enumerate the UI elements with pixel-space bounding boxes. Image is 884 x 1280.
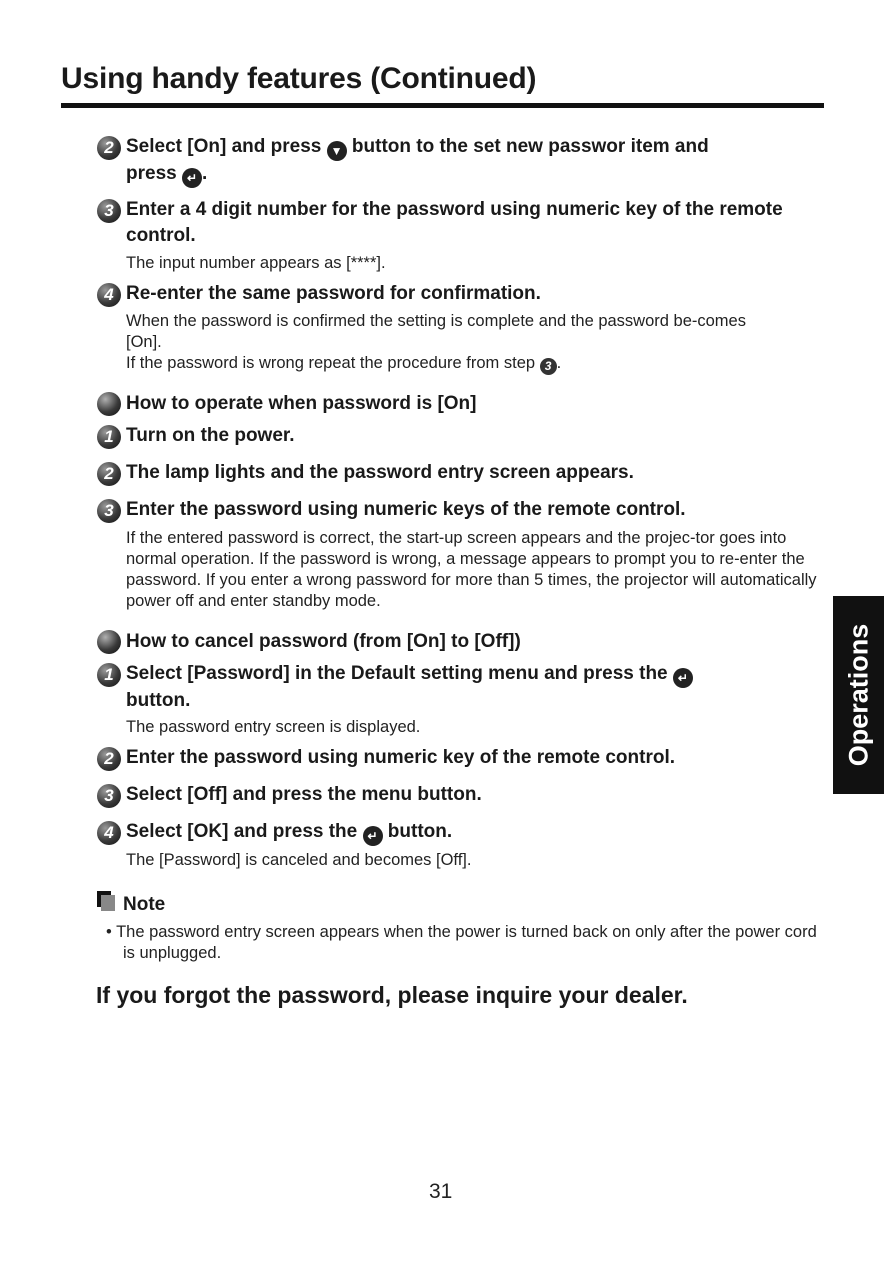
step-heading [126,661,806,714]
step-text: press [126,163,177,184]
enter-icon: ↵ [363,826,383,846]
step-number-icon: 3 [97,199,121,223]
step-heading: Enter a 4 digit number for the password using numeric key of the remote control. [126,199,783,246]
page-number: 31 [429,1180,453,1203]
title-rule [61,103,824,108]
section-bullet-icon [97,630,121,654]
note-label: Note [123,894,166,915]
section-heading: How to cancel password (from [On] to [Off]) [126,631,521,652]
note-text: • The password entry screen appears when the power is turned back on only after the power cord is unplugged. [106,923,817,962]
step-description [126,353,826,375]
desc-text: . [556,354,562,372]
closing-statement: If you forgot the password, please inquire your dealer. [96,982,688,1008]
side-tab-label: Operations [843,623,873,767]
step-description: The [Password] is canceled and becomes [Off]. [126,851,472,869]
step-heading: Enter the password using numeric keys of the remote control. [126,499,686,520]
step-number-icon: 4 [97,283,121,307]
step-number-icon: 2 [97,136,121,160]
step-text: button. [387,821,453,842]
step-description: If the entered password is correct, the start-up screen appears and the projec-tor goes into normal operation. If the password is wrong, a message appears to prompt you to re-enter the password. If you enter a wrong password for more than 5 times, the projector will automatically power off and enter standby mode. [126,529,817,610]
step-number-icon: 3 [97,499,121,523]
step-text: . [201,163,208,184]
step-description: The password entry screen is displayed. [126,718,421,736]
step-heading [126,819,806,846]
side-tab [833,596,884,794]
down-arrow-icon: ▼ [327,141,347,161]
step-description: When the password is confirmed the setting is complete and the password be-comes [On]. [126,312,746,351]
page-title: Using handy features (Continued) [61,62,537,95]
step-number-icon: 1 [97,663,121,687]
section-heading: How to operate when password is [On] [126,393,477,414]
note-icon [97,891,115,911]
step-text: Select [On] and press [126,136,322,157]
step-ref-icon: 3 [540,358,557,375]
step-heading [126,134,806,188]
step-text: Select [OK] and press the [126,821,358,842]
step-heading: Turn on the power. [126,425,295,446]
step-text: button to the set new passwor item and [351,136,709,157]
step-heading: Select [Off] and press the menu button. [126,784,482,805]
section-bullet-icon [97,392,121,416]
desc-text: If the password is wrong repeat the procedure from step [126,354,536,372]
step-number-icon: 2 [97,747,121,771]
step-number-icon: 2 [97,462,121,486]
step-number-icon: 1 [97,425,121,449]
step-heading: The lamp lights and the password entry screen appears. [126,462,634,483]
step-number-icon: 3 [97,784,121,808]
step-text: Select [Password] in the Default setting menu and press the [126,663,668,684]
step-text: button. [126,690,191,711]
step-number-icon: 4 [97,821,121,845]
step-description: The input number appears as [****]. [126,254,386,272]
step-heading: Enter the password using numeric key of the remote control. [126,747,675,768]
enter-icon: ↵ [182,168,202,188]
enter-icon: ↵ [673,668,693,688]
step-heading: Re-enter the same password for confirmation. [126,283,541,304]
